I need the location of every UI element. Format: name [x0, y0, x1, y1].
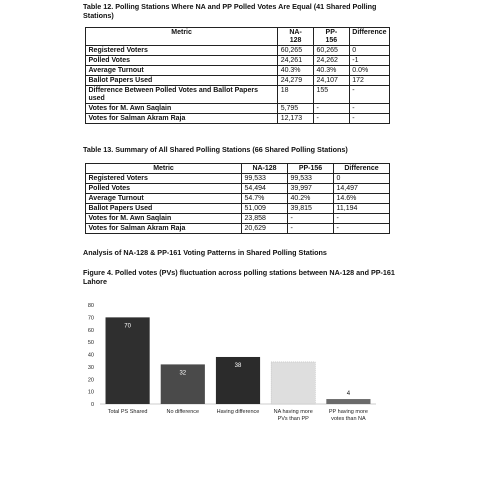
column-header: NA-128 [242, 164, 288, 174]
bar [271, 362, 315, 404]
bar-data-label: 4 [346, 391, 351, 398]
value-cell: 60,265 [313, 46, 349, 56]
metric-cell: Ballot Papers Used [86, 76, 278, 86]
metric-cell: Registered Voters [86, 46, 278, 56]
table-row [86, 46, 390, 56]
x-tick-label: PVs than PP [277, 416, 309, 422]
table-13 [85, 163, 390, 234]
table-row [86, 184, 390, 194]
value-cell: 24,279 [278, 76, 314, 86]
value-cell: 0 [334, 174, 390, 184]
metric-cell: Polled Votes [86, 184, 242, 194]
value-cell: 23,858 [242, 214, 288, 224]
y-tick-label: 60 [87, 327, 94, 334]
value-cell: 20,629 [242, 224, 288, 234]
y-tick-label: 70 [87, 315, 94, 322]
x-tick-label: NA having more [273, 409, 313, 415]
bar-data-label: 32 [179, 370, 187, 377]
bar [326, 399, 370, 404]
value-cell: 40.2% [288, 194, 334, 204]
table-header-row [86, 28, 390, 46]
value-cell: - [288, 224, 334, 234]
table-row [86, 214, 390, 224]
table12-caption: Table 12. Polling Stations Where NA and PP Polled Votes Are Equal (41 Shared Polling Stations) [83, 2, 377, 20]
value-cell: 39,997 [288, 184, 334, 194]
table-row [86, 104, 390, 114]
value-cell: 99,533 [242, 174, 288, 184]
value-cell: - [334, 224, 390, 234]
value-cell: 14.6% [334, 194, 390, 204]
value-cell: 24,262 [313, 56, 349, 66]
value-cell: 40.3% [278, 66, 314, 76]
value-cell: 12,173 [278, 114, 314, 124]
metric-cell: Average Turnout [86, 194, 242, 204]
section-heading: Analysis of NA-128 & PP-161 Voting Patterns in Shared Polling Stations [83, 248, 327, 257]
value-cell: - [349, 104, 389, 114]
value-cell: 99,533 [288, 174, 334, 184]
value-cell: 24,261 [278, 56, 314, 66]
value-cell: 54.7% [242, 194, 288, 204]
value-cell: - [313, 114, 349, 124]
value-cell: 54,494 [242, 184, 288, 194]
value-cell: - [349, 86, 389, 104]
value-cell: -1 [349, 56, 389, 66]
value-cell: 60,265 [278, 46, 314, 56]
value-cell: - [313, 104, 349, 114]
value-cell: 5,795 [278, 104, 314, 114]
table-header-row [86, 164, 390, 174]
value-cell: - [334, 214, 390, 224]
value-cell: 40.3% [313, 66, 349, 76]
value-cell: 18 [278, 86, 314, 104]
metric-cell: Votes for M. Awn Saqlain [86, 214, 242, 224]
table-row [86, 86, 390, 104]
metric-cell: Votes for Salman Akram Raja [86, 114, 278, 124]
value-cell: - [288, 214, 334, 224]
value-cell: 39,815 [288, 204, 334, 214]
figure-caption: Figure 4. Polled votes (PVs) fluctuation across polling stations between NA-128 and PP-161 Lahore [83, 268, 395, 286]
value-cell: 155 [313, 86, 349, 104]
table13-caption: Table 13. Summary of All Shared Polling Stations (66 Shared Polling Stations) [83, 145, 348, 154]
value-cell: 0.0% [349, 66, 389, 76]
x-tick-label: Having difference [216, 409, 260, 415]
metric-cell: Polled Votes [86, 56, 278, 66]
metric-cell: Votes for M. Awn Saqlain [86, 104, 278, 114]
y-tick-label: 50 [87, 340, 94, 347]
column-header: PP- 156 [313, 28, 349, 46]
y-tick-label: 20 [87, 377, 94, 384]
column-header: Metric [86, 164, 242, 174]
table-row [86, 224, 390, 234]
x-tick-label: Total PS Shared [107, 409, 148, 415]
polled-votes-bar-chart [78, 296, 378, 436]
table-row [86, 204, 390, 214]
table-row [86, 66, 390, 76]
column-header: NA- 128 [278, 28, 314, 46]
column-header: Metric [86, 28, 278, 46]
value-cell: 11,194 [334, 204, 390, 214]
value-cell: 172 [349, 76, 389, 86]
value-cell: 51,009 [242, 204, 288, 214]
y-tick-label: 10 [87, 389, 94, 396]
y-tick-label: 0 [90, 402, 94, 408]
table-12 [85, 27, 390, 124]
metric-cell: Difference Between Polled Votes and Ballot Papers used [86, 86, 278, 104]
metric-cell: Average Turnout [86, 66, 278, 76]
table-row [86, 174, 390, 184]
column-header: Difference [334, 164, 390, 174]
column-header: PP-156 [288, 164, 334, 174]
table-row [86, 76, 390, 86]
value-cell: - [349, 114, 389, 124]
x-tick-label: PP having more [328, 409, 368, 415]
y-tick-label: 40 [87, 352, 94, 359]
metric-cell: Registered Voters [86, 174, 242, 184]
bar-data-label: 38 [234, 362, 242, 369]
bar [106, 317, 150, 404]
x-tick-label: No difference [166, 409, 200, 415]
y-tick-label: 30 [87, 364, 94, 371]
metric-cell: Ballot Papers Used [86, 204, 242, 214]
y-tick-label: 80 [87, 303, 94, 309]
value-cell: 14,497 [334, 184, 390, 194]
table-row [86, 114, 390, 124]
value-cell: 24,107 [313, 76, 349, 86]
metric-cell: Votes for Salman Akram Raja [86, 224, 242, 234]
bar-data-label: 70 [124, 323, 131, 330]
table-row [86, 194, 390, 204]
table-row [86, 56, 390, 66]
value-cell: 0 [349, 46, 389, 56]
x-tick-label: votes than NA [331, 416, 366, 422]
column-header: Difference [349, 28, 389, 46]
